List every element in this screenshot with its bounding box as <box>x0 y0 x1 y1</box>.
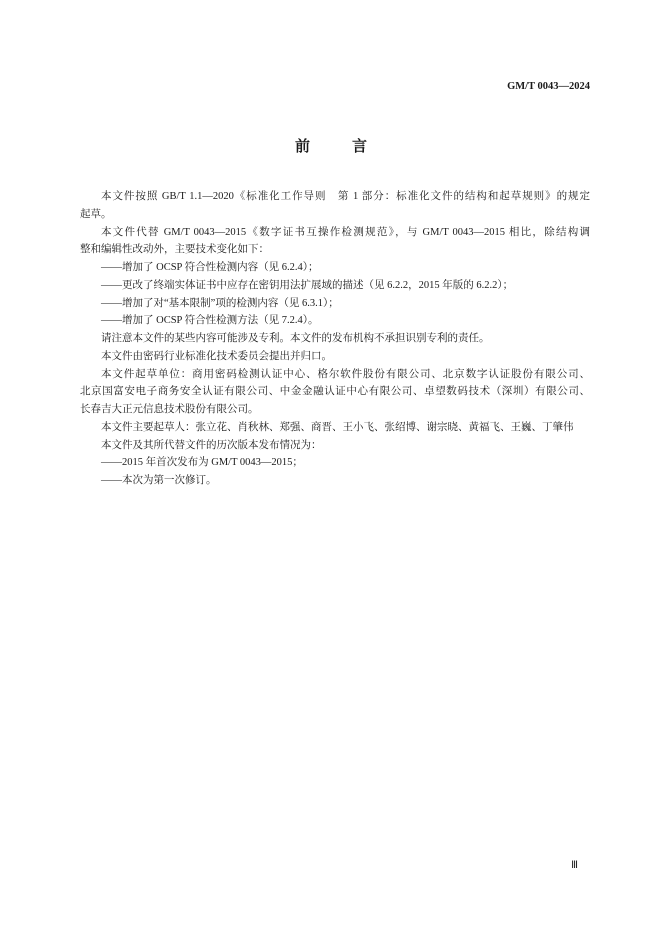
paragraph-line: 请注意本文件的某些内容可能涉及专利。本文件的发布机构不承担识别专利的责任。 <box>101 333 490 344</box>
change-item <box>80 295 590 313</box>
paragraph-responsible-committee <box>80 348 590 366</box>
change-item-text: ——更改了终端实体证书中应存在密钥用法扩展域的描述（见 6.2.2，2015 年版的 6.2.2）； <box>101 279 514 291</box>
change-item <box>80 259 590 277</box>
paragraph-line: 本文件由密码行业标准化技术委员会提出并归口。 <box>101 350 332 362</box>
history-item-text: ——2015 年首次发布为 GM/T 0043—2015； <box>101 457 303 469</box>
paragraph-drafting-units <box>80 366 590 419</box>
paragraph-line: 本文件及其所代替文件的历次版本发布情况为： <box>101 439 322 451</box>
paragraph-drafters <box>80 419 590 437</box>
paragraph-line: 北京国富安电子商务安全认证有限公司、中金金融认证中心有限公司、卓望数码技术（深圳）有限公司、 <box>80 386 590 398</box>
paragraph-line: 本文件主要起草人：张立花、肖秋林、郑强、商晋、王小飞、张绍博、谢宗晓、黄福飞、王巍、丁肇伟 <box>101 421 574 433</box>
paragraph-patent-notice <box>80 330 590 348</box>
paragraph-line: 本文件代替 GM/T 0043—2015《数字证书互操作检测规范》，与 GM/T 0043—2015 相比，除结构调 <box>101 226 590 238</box>
document-body <box>80 188 590 490</box>
history-item-text: ——本次为第一次修订。 <box>101 475 217 486</box>
change-item-text: ——增加了 OCSP 符合性检测方法（见 7.2.4）。 <box>101 315 319 327</box>
change-item-text: ——增加了对“基本限制”项的检测内容（见 6.3.1）； <box>101 297 339 309</box>
paragraph-line: 整和编辑性改动外，主要技术变化如下： <box>80 244 269 256</box>
history-item <box>80 472 590 490</box>
change-item <box>80 312 590 330</box>
page-number: Ⅲ <box>571 860 578 871</box>
paragraph-drafting-basis <box>80 188 590 224</box>
history-item <box>80 454 590 472</box>
standard-number: GM/T 0043—2024 <box>507 81 590 92</box>
change-item <box>80 277 590 295</box>
paragraph-version-history <box>80 437 590 455</box>
paragraph-replacement <box>80 224 590 260</box>
change-item-text: ——增加了 OCSP 符合性检测内容（见 6.2.4）； <box>101 262 319 273</box>
paragraph-line: 长春吉大正元信息技术股份有限公司。 <box>80 404 259 415</box>
paragraph-line: 本文件起草单位：商用密码检测认证中心、格尔软件股份有限公司、北京数字认证股份有限公司、 <box>101 368 590 380</box>
paragraph-line: 起草。 <box>80 208 112 220</box>
page-title: 前 言 <box>294 137 371 155</box>
paragraph-line: 本文件按照 GB/T 1.1—2020《标准化工作导则 第 1 部分：标准化文件的结构和起草规则》的规定 <box>101 191 590 202</box>
